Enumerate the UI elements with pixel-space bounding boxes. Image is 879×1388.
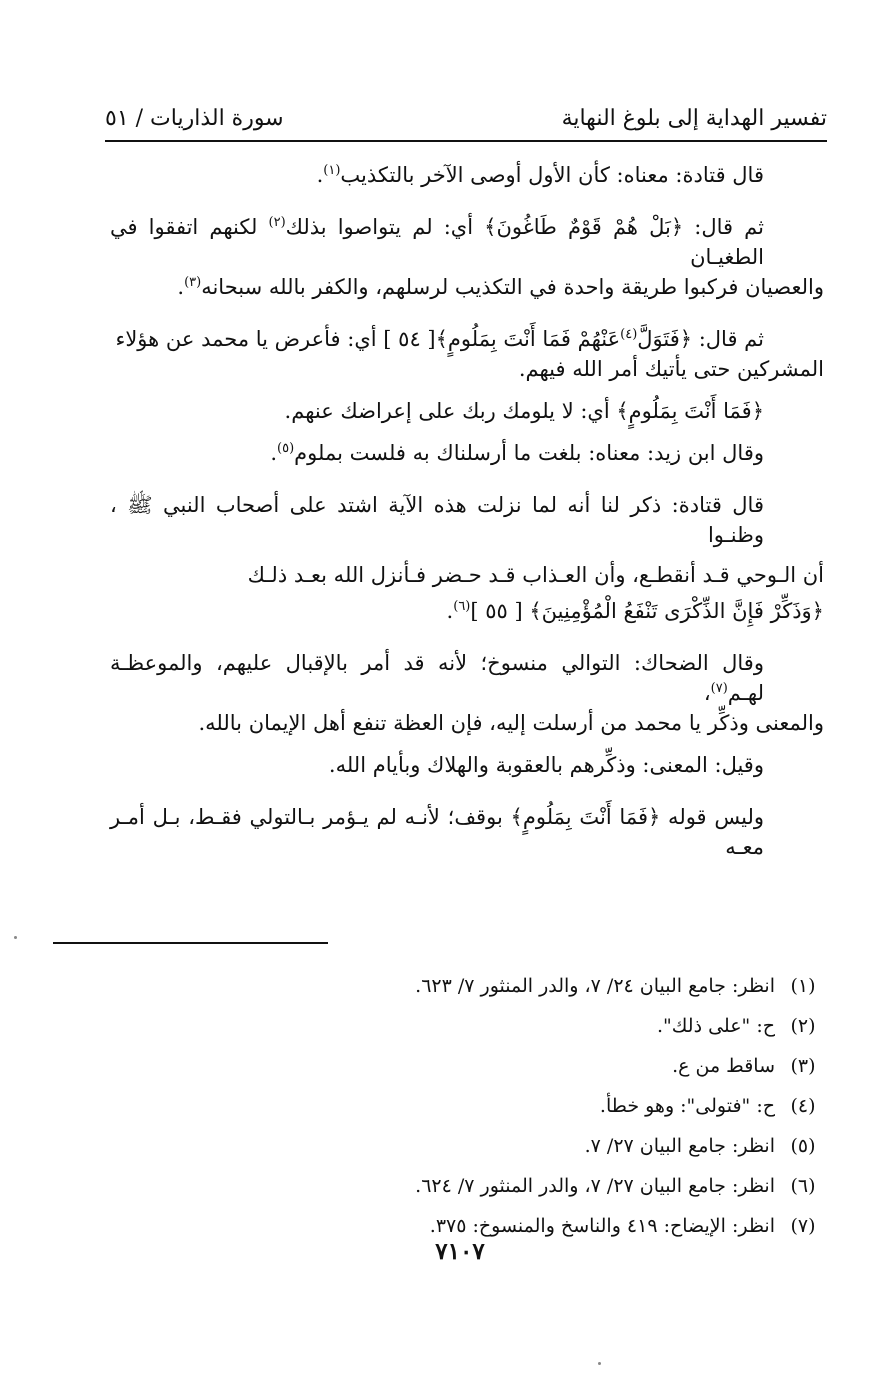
footnote-ref: (١) bbox=[323, 163, 341, 178]
footnote-ref: (٦) bbox=[453, 599, 471, 614]
paragraph-9: وليس قوله ﴿فَمَا أَنْتَ بِمَلُومٍ﴾ بوقف؛ لأنـه لم يـؤمر بـالتولي فقـط، بـل أمـر معـه bbox=[110, 805, 764, 859]
surah-page-label: سورة الذاريات / ٥١ bbox=[105, 105, 284, 131]
footnote-ref: (٣) bbox=[184, 275, 202, 290]
paragraph-2 bbox=[110, 212, 824, 302]
paragraph-1: قال قتادة: معناه: كأن الأول أوصى الآخر بالتكذيب$^{(١)}$. bbox=[316, 163, 764, 187]
text-line: أن الـوحي قـد أنقطـع، وأن العـذاب قـد حـضر فـأنزل الله بعـد ذلـك bbox=[247, 563, 824, 587]
running-header bbox=[105, 98, 827, 138]
text-line: المشركين حتى يأتيك أمر الله فيهم. bbox=[518, 357, 824, 381]
footnote-ref: (٧) bbox=[710, 681, 728, 696]
book-title: تفسير الهداية إلى بلوغ النهاية bbox=[561, 105, 827, 131]
paragraph-6 bbox=[110, 490, 824, 626]
footnote-ref: (٤) bbox=[620, 327, 638, 342]
text-line: والمعنى وذكِّر يا محمد من أرسلت إليه، فإن العظة تنفع أهل الإيمان بالله. bbox=[198, 711, 824, 735]
footnote-7: (٧) انظر: الإيضاح: ٤١٩ والناسخ والمنسوخ: ٣٧٥. bbox=[429, 1215, 816, 1237]
header-rule bbox=[105, 140, 827, 142]
scan-speck bbox=[14, 936, 17, 939]
footnote-separator bbox=[53, 942, 328, 944]
footnote-1: (١) انظر: جامع البيان ٢٤/ ٧، والدر المنثور ٧/ ٦٢٣. bbox=[415, 975, 816, 997]
paragraph-4: ﴿فَمَا أَنْتَ بِمَلُومٍ﴾ أي: لا يلومك ربك على إعراضك عنهم. bbox=[284, 399, 764, 423]
text-line: وقال الضحاك: التوالي منسوخ؛ لأنه قد أمر بالإقبال عليهم، والموعظـة لهـم$^{(٧)}$، bbox=[110, 651, 764, 705]
main-text bbox=[110, 160, 824, 862]
text-line: ثم قال: ﴿بَلْ هُمْ قَوْمٌ طَاغُونَ﴾ أي: لم يتواصوا بذلك$^{(٢)}$ لكنهم اتفقوا في الطغيـان bbox=[110, 215, 764, 269]
footnote-ref: (٥) bbox=[277, 441, 295, 456]
text-line: ﴿وَذَكِّرْ فَإِنَّ الذِّكْرَى تَنْفَعُ الْمُؤْمِنِينَ﴾ [ ٥٥ ]$^{(٦)}$. bbox=[446, 599, 824, 623]
paragraph-3 bbox=[110, 324, 824, 384]
footnote-6: (٦) انظر: جامع البيان ٢٧/ ٧، والدر المنثور ٧/ ٦٢٤. bbox=[415, 1175, 816, 1197]
paragraph-5: وقال ابن زيد: معناه: بلغت ما أرسلناك به فلست بملوم$^{(٥)}$. bbox=[270, 441, 764, 465]
paragraph-7 bbox=[110, 648, 824, 738]
text-line: ثم قال: ﴿فَتَوَلَّ$^{(٤)}$عَنْهُمْ فَمَا أَنْتَ بِمَلُومٍ﴾[ ٥٤ ] أي: فأعرض يا محمد عن هؤلاء bbox=[115, 327, 764, 351]
footnote-3: (٣) ساقط من ع. bbox=[672, 1055, 816, 1077]
paragraph-8: وقيل: المعنى: وذكِّرهم بالعقوبة والهلاك وبأيام الله. bbox=[328, 753, 764, 777]
footnotes bbox=[90, 966, 831, 1246]
footnote-5: (٥) انظر: جامع البيان ٢٧/ ٧. bbox=[584, 1135, 816, 1157]
footnote-ref: (٢) bbox=[268, 215, 286, 230]
footnote-4: (٤) ح: "فتولى": وهو خطأ. bbox=[599, 1095, 816, 1117]
text-line: قال قتادة: ذكر لنا أنه لما نزلت هذه الآية اشتد على أصحاب النبي ﷺ ، وظنـوا bbox=[110, 493, 764, 547]
text-line: والعصيان فركبوا طريقة واحدة في التكذيب لرسلهم، والكفر بالله سبحانه$^{(٣)}$. bbox=[177, 275, 824, 299]
page-number: ٧١٠٧ bbox=[435, 1238, 485, 1265]
scan-speck bbox=[598, 1362, 601, 1365]
footnote-2: (٢) ح: "على ذلك". bbox=[657, 1015, 816, 1037]
